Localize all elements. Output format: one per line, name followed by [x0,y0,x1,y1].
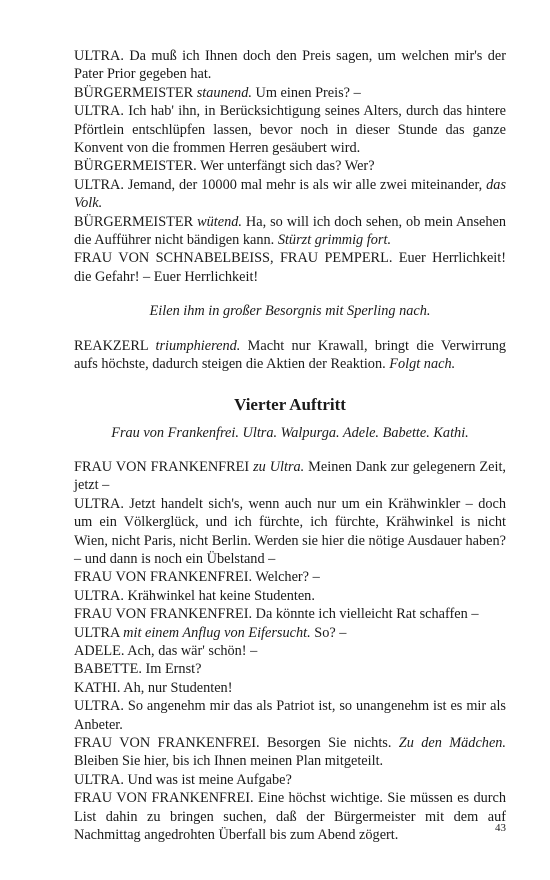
speaker-name: FRAU VON FRANKENFREI. [74,735,260,751]
dialogue-line [74,213,506,250]
stage-direction: Folgt nach. [389,356,456,373]
dialogue-line [74,249,506,286]
dialogue-line [74,337,506,374]
line-text: Und was ist meine Aufgabe? [127,771,292,788]
cast-list: Frau von Frankenfrei. Ultra. Walpurga. Adele. Babette. Kathi. [111,424,469,441]
line-text: Ich hab' ihn, in Berücksichtigung seines Alters, durch das hintere Pförtlein entschlüpfen lassen, bevor noch in dieser Stunde das ganze Konvent von die frommen Herren gesäubert wird. [74,103,506,157]
line-text: Im Ernst? [145,661,202,678]
speaker-name: ULTRA. [74,48,124,64]
line-text: Ha, so will ich doch sehen, ob mein Ansehen die Aufführer nicht bändigen kann. [74,213,507,249]
line-text: Ah, nur Studenten! [123,679,233,696]
speaker-name: BÜRGERMEISTER [74,213,194,230]
stage-direction: staunend. [196,84,252,101]
centered-stage-direction: Eilen ihm in großer Besorgnis mit Sperling nach. [149,303,431,320]
speaker-name: FRAU VON FRANKENFREI. [74,569,253,586]
dialogue-line [74,84,506,102]
stage-direction: zu Ultra. [253,458,305,475]
dialogue-line [74,102,506,157]
speaker-name: ULTRA. [74,495,124,512]
stage-direction: triumphierend. [155,337,241,354]
speaker-name: FRAU VON FRANKENFREI. [74,606,253,623]
line-text: Meinen Dank zur gelegenern Zeit, jetzt – [74,458,506,494]
dialogue-line [74,568,506,586]
line-text: Um einen Preis? – [255,84,361,101]
dialogue-line [74,176,506,213]
line-text: Jetzt handelt sich's, wenn auch nur um ein Krähwinkler – doch um ein Völkerglück, und ich fürchte, ich fürchte, Krähwinkel is nicht Wien, nicht Paris, nicht Berlin. Werden sie hier die nötige Ausdauer haben? – und dann is noch ein Übelstand – [74,495,506,567]
line-text: Euer Herrlichkeit! die Gefahr! – Euer Herrlichkeit! [74,250,506,285]
scene-heading: Vierter Auftritt [234,394,346,414]
speaker-name: ULTRA [74,624,120,641]
stage-direction: das Volk. [74,176,507,212]
line-text: Da muß ich Ihnen doch den Preis sagen, um welchen mir's der Pater Prior gegeben hat. [74,48,506,83]
page-number: 43 [495,822,506,834]
speaker-name: BÜRGERMEISTER. [74,158,197,175]
speaker-name: ADELE. [74,642,125,659]
line-text: Krähwinkel hat keine Studenten. [127,587,315,604]
dialogue-line [74,660,506,678]
line-text: Jemand, der 10000 mal mehr is als wir alle zwei miteinander, [127,176,483,193]
speaker-name: ULTRA. [74,587,124,604]
dialogue-line [74,587,506,605]
speaker-name: FRAU VON FRANKENFREI. [74,790,254,807]
speaker-name: BÜRGERMEISTER [74,84,194,101]
speaker-name: FRAU VON SCHNABELBEISS, FRAU PEMPERL. [74,250,393,267]
dialogue-line [74,771,506,789]
dialogue-line [74,605,506,623]
line-text: Macht nur Krawall, bringt die Verwirrung aufs höchste, dadurch steigen die Aktien der Reaktion. [74,337,507,373]
line-text: Welcher? – [255,569,320,586]
dialogue-line [74,157,506,175]
line-text: Bleiben Sie hier, bis ich Ihnen meinen Plan mitgeteilt. [74,753,384,770]
dialogue-line [74,734,506,771]
dialogue-line [74,679,506,697]
speaker-name: ULTRA. [74,698,124,715]
line-text: Eine höchst wichtige. Sie müssen es durch List dahin zu bringen suchen, daß der Bürgermeister mit dem auf Nachmittag angedrohten Überfall bis zum Abend zögert. [74,790,507,844]
line-text: Besorgen Sie nichts. [267,735,392,751]
dialogue-line [74,47,506,84]
speaker-name: ULTRA. [74,176,124,193]
dialogue-line [74,789,506,844]
dialogue-line [74,697,506,734]
line-text: Wer unterfängt sich das? Wer? [200,158,375,175]
stage-direction: Zu den Mädchen. [398,735,507,751]
speaker-name: ULTRA. [74,103,124,120]
line-text: So angenehm mir das als Patriot ist, so unangenehm ist es mir als Anbeter. [74,698,506,733]
stage-direction: wütend. [197,213,242,230]
dialogue-line [74,624,506,642]
dialogue-line [74,642,506,660]
dialogue-line [74,458,506,495]
line-text: So? – [314,624,347,641]
speaker-name: KATHI. [74,679,121,696]
line-text: Ach, das wär' schön! – [127,642,258,659]
speaker-name: ULTRA. [74,771,124,788]
play-text [74,47,506,844]
stage-direction: mit einem Anflug von Eifersucht. [123,624,311,641]
speaker-name: REAKZERL [74,337,149,354]
stage-direction: Stürzt grimmig fort. [277,232,392,249]
line-text: Da könnte ich vielleicht Rat schaffen – [255,606,479,623]
speaker-name: BABETTE. [74,661,142,678]
dialogue-line [74,495,506,569]
speaker-name: FRAU VON FRANKENFREI [74,458,250,475]
